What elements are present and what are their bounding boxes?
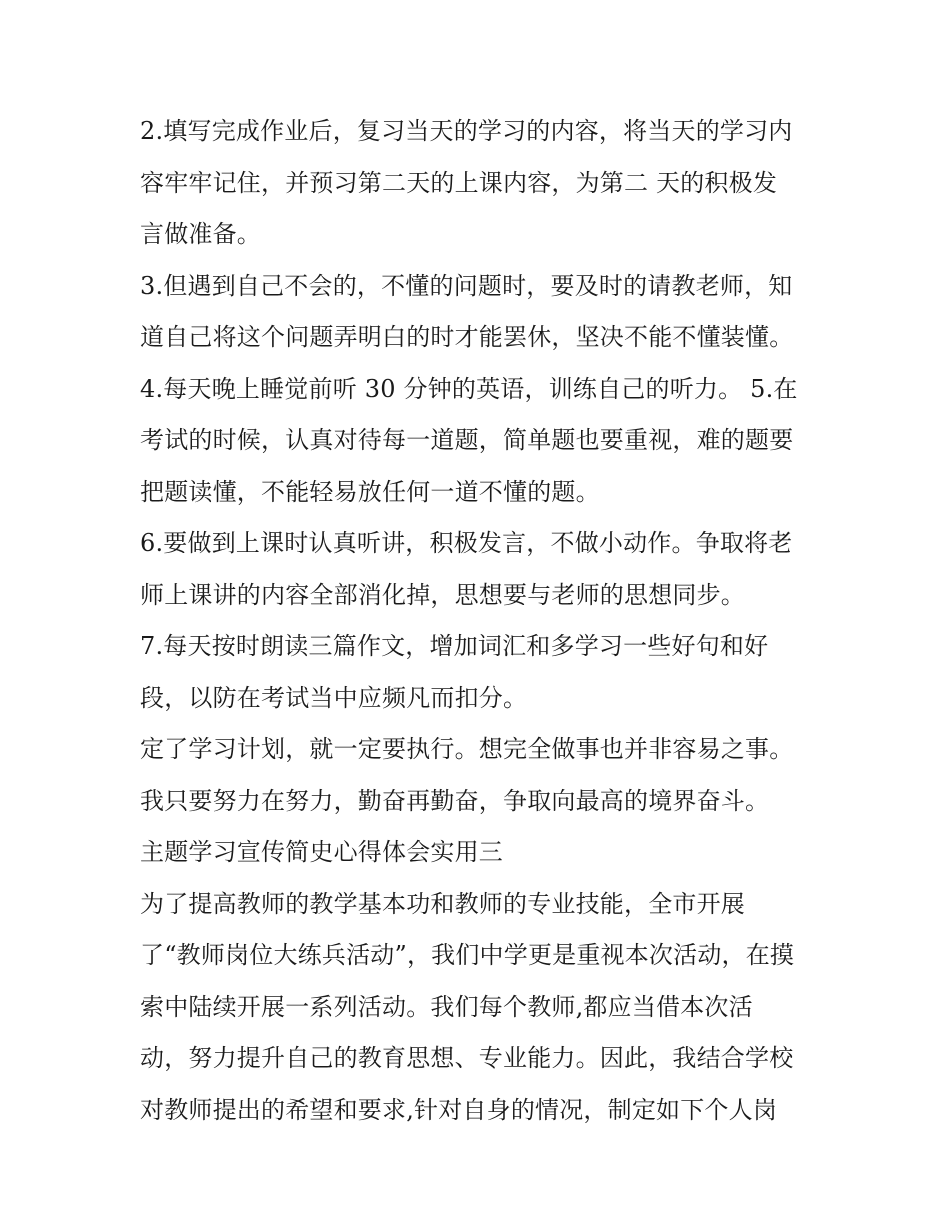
text-line-18: 索中陆续开展一系列活动。我们每个教师,都应当借本次活 <box>140 992 753 1021</box>
text-line-8: 把题读懂，不能轻易放任何一道不懂的题。 <box>140 477 600 506</box>
text-line-6: 4.每天晚上睡觉前听 30 分钟的英语，训练自己的听力。 5.在 <box>140 374 798 403</box>
text-line-19: 动，努力提升自己的教育思想、专业能力。因此，我结合学校 <box>140 1044 794 1072</box>
text-line-10: 师上课讲的内容全部消化掉，思想要与老师的思想同步。 <box>140 580 745 609</box>
text-line-5: 道自己将这个问题弄明白的时才能罢休，坚决不能不懂装懂。 <box>140 323 794 351</box>
text-line-20: 对教师提出的希望和要求,针对自身的情况，制定如下个人岗 <box>140 1095 778 1124</box>
text-line-17: 了“教师岗位大练兵活动”，我们中学更是重视本次活动，在摸 <box>140 941 795 969</box>
text-line-1: 2.填写完成作业后，复习当天的学习的内容，将当天的学习内 <box>140 117 793 145</box>
text-line-14: 我只要努力在努力，勤奋再勤奋，争取向最高的境界奋斗。 <box>140 786 770 815</box>
text-line-16: 为了提高教师的教学基本功和教师的专业技能，全市开展 <box>140 889 745 918</box>
text-line-2: 容牢牢记住，并预习第二天的上课内容，为第二 天的积极发 <box>140 168 778 197</box>
text-line-4: 3.但遇到自己不会的，不懂的问题时，要及时的请教老师，知 <box>140 271 793 300</box>
section-heading: 主题学习宣传简史心得体会实用三 <box>140 838 503 866</box>
document-text-body <box>140 106 830 1136</box>
text-line-3: 言做准备。 <box>140 220 261 248</box>
text-line-9: 6.要做到上课时认真听讲，积极发言，不做小动作。争取将老 <box>140 529 793 557</box>
text-line-13: 定了学习计划，就一定要执行。想完全做事也并非容易之事。 <box>140 735 794 763</box>
text-line-7: 考试的时候，认真对待每一道题，简单题也要重视，难的题要 <box>140 426 794 454</box>
text-line-11: 7.每天按时朗读三篇作文，增加词汇和多学习一些好句和好 <box>140 632 769 660</box>
text-line-12: 段，以防在考试当中应频凡而扣分。 <box>140 683 528 712</box>
